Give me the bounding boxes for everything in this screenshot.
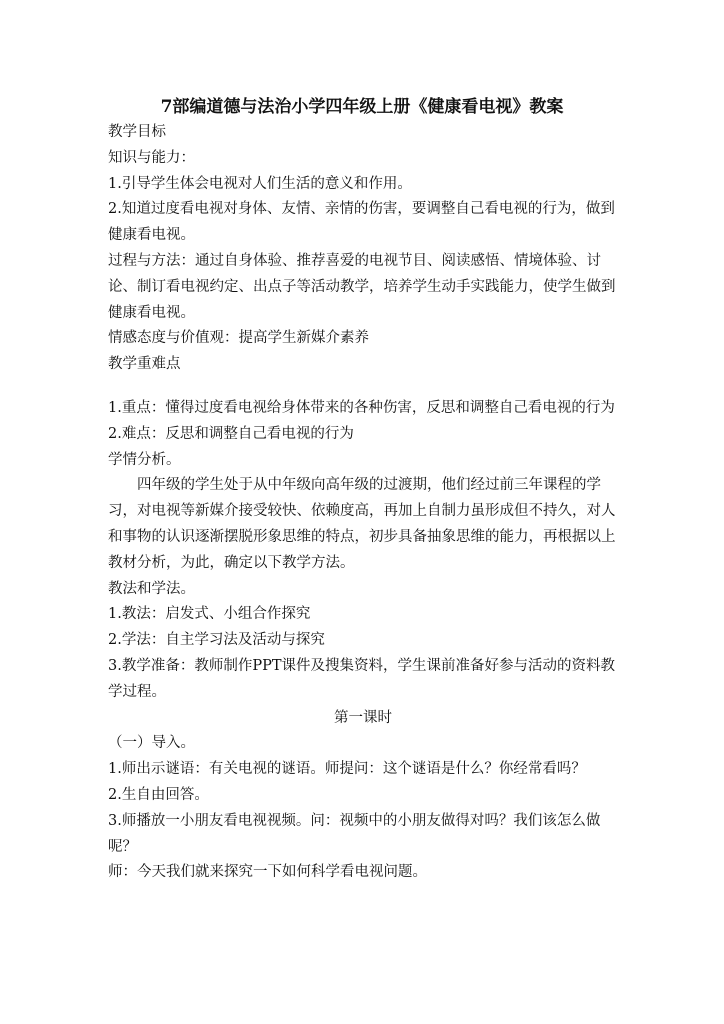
- document-title: 7部编道德与法治小学四年级上册《健康看电视》教案: [160, 97, 564, 117]
- section-first-lesson: 第一课时: [334, 709, 392, 726]
- intro-step-1: 1.师出示谜语：有关电视的谜语。师提问：这个谜语是什么？你经常看吗？: [108, 761, 586, 778]
- spacer: [108, 378, 618, 396]
- heading-student-analysis: 学情分析。: [108, 451, 181, 468]
- intro-step-2: 2.生自由回答。: [108, 786, 209, 803]
- goal-item-1: 1.引导学生体会电视对人们生活的意义和作用。: [108, 175, 412, 192]
- heading-introduction: （一）导入。: [108, 735, 195, 752]
- document-body: [108, 120, 618, 886]
- difficult-point-item: 2.难点：反思和调整自己看电视的行为: [108, 425, 354, 442]
- intro-step-3: 3.师播放一小朋友看电视视频。问：视频中的小朋友做得对吗？我们该怎么做呢？: [108, 812, 601, 855]
- subheading-knowledge-ability: 知识与能力：: [108, 149, 195, 166]
- method-item-learning: 2.学法：自主学习法及活动与探究: [108, 632, 325, 649]
- goal-item-2: 2.知道过度看电视对身体、友情、亲情的伤害，要调整自己看电视的行为，做到健康看电视。: [108, 201, 615, 244]
- emotion-attitude-line: 情感态度与价值观：提高学生新媒介素养: [108, 330, 369, 347]
- teacher-remark: 师：今天我们就来探究一下如何科学看电视问题。: [108, 864, 427, 881]
- heading-key-difficult-points: 教学重难点: [108, 356, 181, 373]
- heading-teaching-goals: 教学目标: [108, 124, 166, 140]
- key-point-item: 1.重点：懂得过度看电视给身体带来的各种伤害，反思和调整自己看电视的行为: [108, 399, 615, 416]
- student-analysis-paragraph: 四年级的学生处于从中年级向高年级的过渡期，他们经过前三年课程的学习，对电视等新媒介接受较快、依赖度高，再加上自制力虽形成但不持久，对人和事物的认识逐渐摆脱形象思维的特点，初步具备抽象思维的能力，再根据以上教材分析，为此，确定以下教学方法。: [108, 477, 616, 571]
- heading-teaching-methods: 教法和学法。: [108, 580, 195, 597]
- method-item-preparation: 3.教学准备：教师制作PPT课件及搜集资料，学生课前准备好参与活动的资料教学过程。: [108, 657, 616, 700]
- process-method-paragraph: 过程与方法：通过自身体验、推荐喜爱的电视节目、阅读感悟、情境体验、讨论、制订看电视约定、出点子等活动教学，培养学生动手实践能力，使学生做到健康看电视。: [108, 252, 616, 321]
- method-item-teaching: 1.教法：启发式、小组合作探究: [108, 606, 311, 623]
